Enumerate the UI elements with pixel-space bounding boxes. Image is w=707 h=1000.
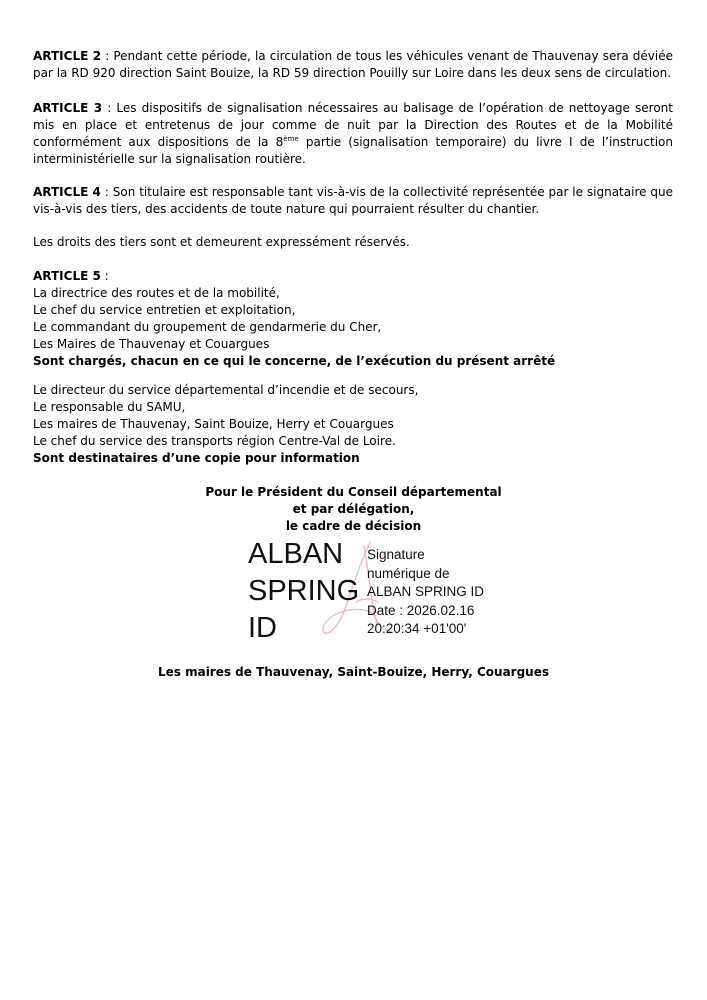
recipient-line: Les maires de Thauvenay, Saint Bouize, Herry et Couargues: [33, 417, 394, 431]
signatory-header-line: le cadre de décision: [285, 519, 422, 533]
recipient-line: Le responsable du SAMU,: [33, 400, 186, 414]
signer-name-line: ALBAN: [248, 538, 344, 570]
signer-name-line: SPRING: [248, 575, 360, 607]
article-4: [33, 184, 673, 218]
article-5-conclusion: Sont chargés, chacun en ce qui le concerne, de l’exécution du présent arrêté: [33, 354, 556, 368]
responsible-line: Les Maires de Thauvenay et Couargues: [33, 337, 270, 351]
article-4-label: ARTICLE 4: [33, 185, 101, 199]
mayors-signatures: Les maires de Thauvenay, Saint-Bouize, Herry, Couargues: [157, 665, 550, 679]
signature-time-line: 20:20:34 +01'00': [367, 621, 467, 636]
recipients-list: [33, 382, 673, 467]
article-2-text: : Pendant cette période, la circulation de tous les véhicules venant de Thauvenay sera déviée par la RD 920 direction Saint Bouize, la RD 59 direction Pouilly sur Loire dans les deux sens de circulation.: [33, 49, 673, 80]
signature-date-line: Date : 2026.02.16: [367, 602, 475, 618]
digital-signature-details: [367, 546, 484, 639]
article-3-text: : Les dispositifs de signalisation nécessaires au balisage de l’opération de nettoyage seront mis en place et entretenus de jour comme de nuit par la Direction des Routes et de la Mobilité conformément aux dispositions de la 8: [33, 101, 673, 149]
article-3-superscript: ème: [283, 135, 299, 143]
recipients-conclusion: Sont destinataires d’une copie pour information: [33, 451, 360, 465]
digital-signature: [248, 536, 488, 646]
article-4-text: : Son titulaire est responsable tant vis-à-vis de la collectivité représentée par le signataire que vis-à-vis des tiers, des accidents de toute nature qui pourraient résulter du chantier.: [33, 185, 674, 216]
signature-detail-line: numérique de: [367, 565, 450, 581]
article-3-label: ARTICLE 3: [33, 101, 103, 115]
responsible-line: La directrice des routes et de la mobilité,: [33, 286, 280, 300]
responsible-line: Le commandant du groupement de gendarmerie du Cher,: [33, 320, 382, 334]
article-2-label: ARTICLE 2: [33, 49, 102, 63]
third-party-rights: Les droits des tiers sont et demeurent expressément réservés.: [33, 235, 410, 249]
recipient-line: Le chef du service des transports région Centre-Val de Loire.: [33, 434, 396, 448]
article-5: [33, 268, 673, 370]
signer-name-large: [248, 536, 359, 647]
signatory-header: [0, 484, 707, 535]
signer-name-line: ID: [248, 612, 277, 644]
responsible-line: Le chef du service entretien et exploitation,: [33, 303, 296, 317]
recipient-line: Le directeur du service départemental d’incendie et de secours,: [33, 383, 419, 397]
signature-detail-line: ALBAN SPRING ID: [367, 584, 485, 599]
article-2: [33, 48, 673, 82]
signatory-header-line: Pour le Président du Conseil départemental: [205, 485, 502, 499]
article-5-colon: :: [100, 269, 109, 283]
signature-detail-line: Signature: [367, 547, 425, 562]
article-3-text-end: partie (signalisation temporaire) du livre I de l’instruction interministérielle sur la signalisation routière.: [33, 135, 673, 166]
article-3: [33, 100, 673, 168]
signatory-header-line: et par délégation,: [292, 502, 415, 516]
article-5-label: ARTICLE 5: [33, 269, 101, 283]
